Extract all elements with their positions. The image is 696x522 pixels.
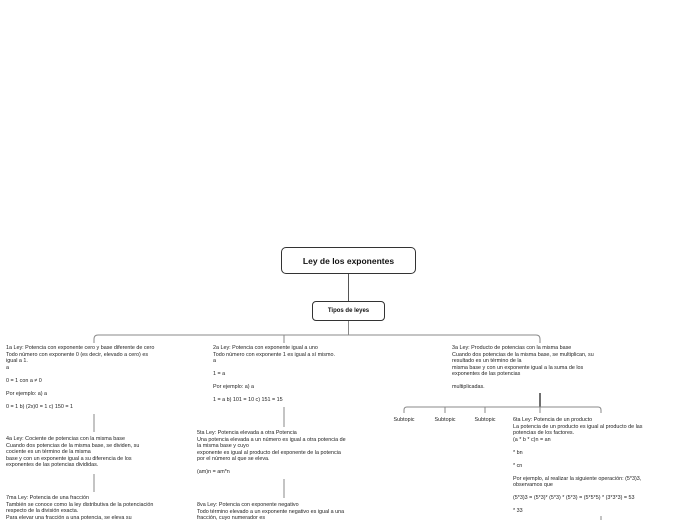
root-topic[interactable]: [281, 247, 416, 274]
law-8-text[interactable]: 8va Ley: Potencia con exponente negativo Todo término elevado a un exponente negativo es igual a una fracción, cuyo numerador es: [197, 502, 345, 521]
law-6-text[interactable]: 6ta Ley: Potencia de un producto La potencia de un producto es igual al producto de las potencias de los factores. (a * b * c)n = an * bn * cn Por ejemplo, al realizar la siguiente operación: (5*3)3, observamos que (5*3)3 = (5*3)* (5*3) * (5*3) = (5*5*5) * (3*3*3) = 53 * 33: [513, 417, 643, 514]
law-3-text[interactable]: 3a Ley: Producto de potencias con la misma base Cuando dos potencias de la misma base, se multiplican, su resultado es un término de la misma base y con un exponente igual a la suma de los exponentes de las potencias multiplicadas.: [452, 345, 594, 390]
subtopic-1[interactable]: Subtopic: [393, 417, 415, 423]
main-topic-tipos-de-leyes[interactable]: [312, 301, 385, 321]
root-topic-label: Ley de los exponentes: [302, 255, 395, 266]
main-topic-label: Tipos de leyes: [327, 308, 370, 314]
law-4-text[interactable]: 4a Ley: Cociente de potencias con la misma base Cuando dos potencias de la misma base, se dividen, su cociente es un término de la misma base y con un exponente igual a su diferencia de los exponentes de las potencias divididas.: [6, 436, 140, 468]
law-1-text[interactable]: 1a Ley: Potencia con exponente cero y base diferente de cero Todo número con exponente 0 (es decir, elevado a cero) es igual a 1. a 0 = 1 con a ≠ 0 Por ejemplo: a) a 0 = 1 b) (2x)0 = 1 c) 150 = 1: [6, 345, 155, 410]
law-2-text[interactable]: 2a Ley: Potencia con exponente igual a uno Todo número con exponente 1 es igual a sí mismo. a 1 = a Por ejemplo: a) a 1 = a b) 101 = 10 c) 151 = 15: [213, 345, 335, 403]
law-5-text[interactable]: 5ta Ley: Potencia elevada a otra Potencia Una potencia elevada a un número es igual a otra potencia de la misma base y cuyo exponente es igual al producto del exponente de la potencia por el número al que se eleva. (am)n = am*n: [197, 430, 346, 475]
law-7-text[interactable]: 7ma Ley: Potencia de una fracción También se conoce como la ley distributiva de la potenciación respecto de la división exacta. Para elevar una fracción a una potencia, se eleva su: [6, 495, 154, 521]
subtopic-3[interactable]: Subtopic: [474, 417, 496, 423]
subtopic-2[interactable]: Subtopic: [434, 417, 456, 423]
